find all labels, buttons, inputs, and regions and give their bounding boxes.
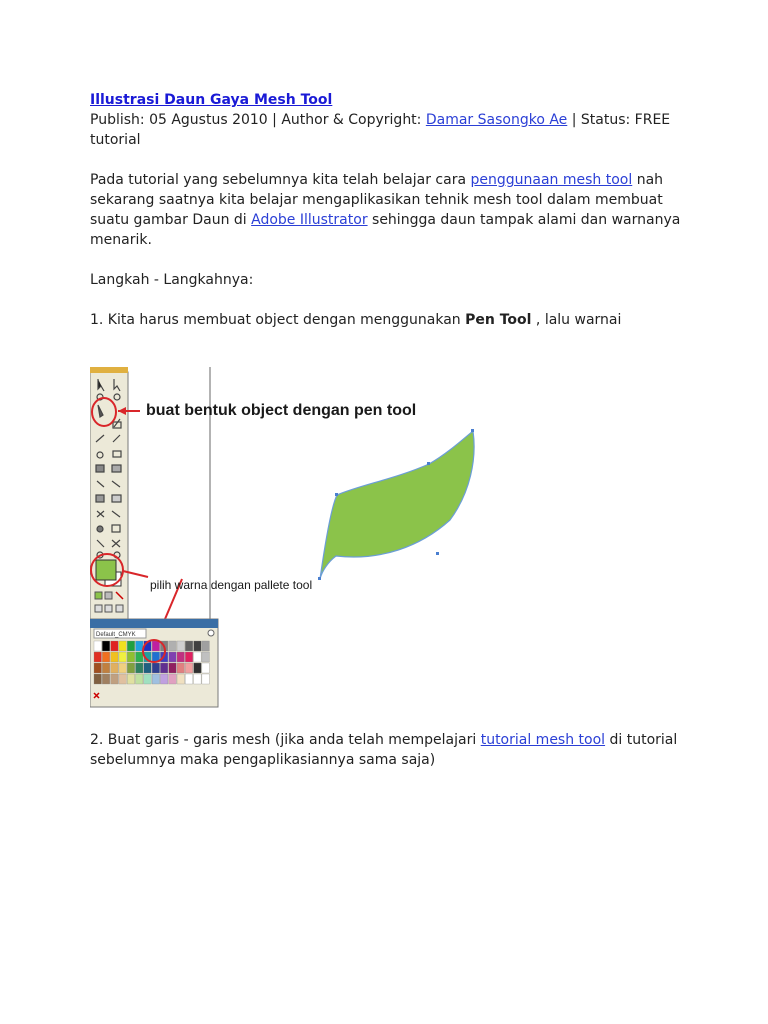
step-2-text-2: di tutorial sebelumnya maka pengaplikasiannya sama saja) bbox=[90, 732, 678, 768]
step-2-container bbox=[90, 730, 690, 770]
color-swatch[interactable] bbox=[194, 674, 202, 684]
color-swatch[interactable] bbox=[202, 641, 210, 651]
color-swatch[interactable] bbox=[202, 674, 210, 684]
swatches-panel-menu-icon[interactable] bbox=[208, 630, 214, 636]
leaf-object bbox=[320, 431, 474, 579]
adobe-illustrator-link[interactable]: Adobe Illustrator bbox=[251, 212, 368, 228]
color-swatch[interactable] bbox=[185, 663, 193, 673]
intro-text-2: nah sekarang saatnya kita belajar mengaplikasikan tehnik mesh tool dalam membuat suatu gambar Daun di bbox=[90, 172, 664, 228]
step-1-text-2: , lalu warnai bbox=[531, 312, 622, 328]
color-swatch[interactable] bbox=[185, 652, 193, 662]
color-swatch[interactable] bbox=[119, 641, 127, 651]
tutorial-figure bbox=[90, 367, 490, 712]
color-swatch[interactable] bbox=[169, 674, 177, 684]
color-swatch[interactable] bbox=[94, 641, 102, 651]
fill-color-swatch-front bbox=[96, 560, 116, 580]
color-swatch[interactable] bbox=[136, 652, 144, 662]
color-swatch[interactable] bbox=[94, 652, 102, 662]
pen-tool-bold: Pen Tool bbox=[465, 312, 532, 328]
color-swatch[interactable] bbox=[136, 663, 144, 673]
color-swatch[interactable] bbox=[185, 674, 193, 684]
color-swatch[interactable] bbox=[177, 652, 185, 662]
color-swatch[interactable] bbox=[127, 663, 135, 673]
article-title-link[interactable]: Illustrasi Daun Gaya Mesh Tool bbox=[90, 92, 333, 108]
color-swatch[interactable] bbox=[111, 652, 119, 662]
color-swatch[interactable] bbox=[152, 663, 160, 673]
intro-text-3: sehingga daun tampak alami dan warnanya menarik. bbox=[90, 212, 681, 248]
palette-callout-label: pilih warna dengan pallete tool bbox=[150, 578, 313, 592]
article bbox=[90, 90, 690, 330]
color-swatch[interactable] bbox=[152, 674, 160, 684]
mesh-tool-link[interactable]: penggunaan mesh tool bbox=[470, 172, 633, 188]
color-swatch[interactable] bbox=[136, 641, 144, 651]
color-swatch[interactable] bbox=[152, 641, 160, 651]
author-link[interactable]: Damar Sasongko Ae bbox=[425, 112, 568, 128]
color-swatch[interactable] bbox=[169, 641, 177, 651]
color-swatch[interactable] bbox=[94, 674, 102, 684]
color-swatch[interactable] bbox=[185, 641, 193, 651]
swatches-panel-header bbox=[90, 619, 218, 628]
toolbox-titlebar bbox=[90, 367, 128, 373]
color-swatch[interactable] bbox=[111, 663, 119, 673]
color-swatch[interactable] bbox=[160, 663, 168, 673]
pen-tool-callout-label: buat bentuk object dengan pen tool bbox=[146, 402, 417, 419]
color-swatch[interactable] bbox=[127, 641, 135, 651]
article-meta bbox=[90, 110, 690, 150]
color-swatch[interactable] bbox=[194, 641, 202, 651]
color-swatch[interactable] bbox=[102, 674, 110, 684]
color-swatch[interactable] bbox=[119, 663, 127, 673]
step-2 bbox=[90, 730, 690, 770]
step-1 bbox=[90, 310, 690, 330]
color-swatch[interactable] bbox=[144, 674, 152, 684]
color-swatch[interactable] bbox=[127, 652, 135, 662]
color-swatch[interactable] bbox=[169, 652, 177, 662]
figure-svg bbox=[90, 367, 490, 712]
steps-heading: Langkah - Langkahnya: bbox=[90, 272, 254, 288]
intro-paragraph bbox=[90, 170, 690, 250]
meta-prefix: Publish: 05 Agustus 2010 | Author & Copyright: bbox=[90, 112, 426, 128]
color-swatch[interactable] bbox=[177, 641, 185, 651]
color-swatch[interactable] bbox=[94, 663, 102, 673]
color-swatch[interactable] bbox=[102, 652, 110, 662]
color-swatch[interactable] bbox=[160, 674, 168, 684]
color-swatch[interactable] bbox=[119, 674, 127, 684]
color-swatch[interactable] bbox=[119, 652, 127, 662]
meta-suffix: | Status: FREE tutorial bbox=[90, 112, 671, 148]
color-swatch[interactable] bbox=[202, 652, 210, 662]
color-swatch[interactable] bbox=[102, 641, 110, 651]
color-swatch[interactable] bbox=[177, 663, 185, 673]
color-swatch[interactable] bbox=[111, 674, 119, 684]
color-swatch[interactable] bbox=[111, 641, 119, 651]
color-swatch[interactable] bbox=[194, 652, 202, 662]
swatches-panel-tab-label: Default_CMYK bbox=[96, 632, 136, 638]
color-swatch[interactable] bbox=[194, 663, 202, 673]
color-swatch[interactable] bbox=[144, 663, 152, 673]
intro-text-1: Pada tutorial yang sebelumnya kita telah belajar cara bbox=[90, 172, 471, 188]
step-1-text-1: 1. Kita harus membuat object dengan menggunakan bbox=[90, 312, 466, 328]
tutorial-mesh-tool-link[interactable]: tutorial mesh tool bbox=[480, 732, 606, 748]
color-swatch[interactable] bbox=[136, 674, 144, 684]
color-swatch[interactable] bbox=[177, 674, 185, 684]
color-swatch[interactable] bbox=[102, 663, 110, 673]
color-swatch[interactable] bbox=[127, 674, 135, 684]
color-swatch[interactable] bbox=[169, 663, 177, 673]
color-swatch[interactable] bbox=[202, 663, 210, 673]
step-2-text-1: 2. Buat garis - garis mesh (jika anda telah mempelajari bbox=[90, 732, 481, 748]
